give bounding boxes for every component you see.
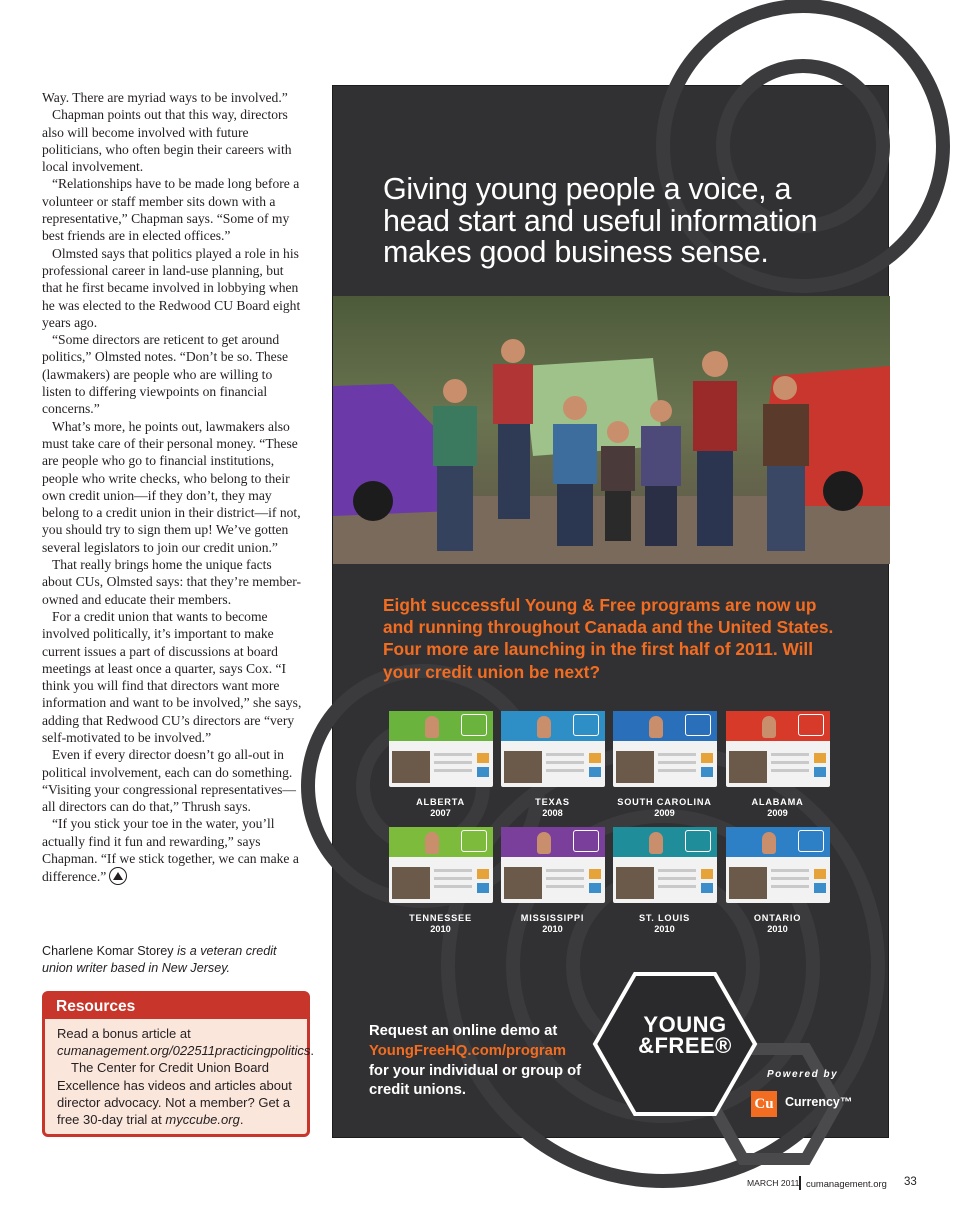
thumbnail-text-line <box>771 877 809 880</box>
resources-text: The Center for Credit Union Board Excellence has videos and articles about director advocacy. Not a member? Get a free 30-day trial at <box>57 1060 292 1128</box>
program-website-thumbnail <box>389 711 493 787</box>
young-free-advertisement <box>332 85 889 1138</box>
program-name: TEXAS <box>535 797 570 807</box>
thumbnail-tile <box>477 883 489 893</box>
thumbnail-text-line <box>434 869 472 872</box>
thumbnail-tile <box>814 869 826 879</box>
article-last-paragraph <box>42 815 304 885</box>
thumbnail-text-line <box>658 761 696 764</box>
program-year: 2010 <box>654 923 675 934</box>
thumbnail-tile <box>814 753 826 763</box>
thumbnail-photo <box>729 751 767 783</box>
program-year: 2010 <box>430 923 451 934</box>
powered-by-label: Powered by <box>767 1069 839 1080</box>
myccube-link[interactable]: myccube.org <box>165 1112 240 1128</box>
thumbnail-tile <box>701 753 713 763</box>
thumbnail-text-line <box>658 869 696 872</box>
young-free-badge-icon <box>685 714 711 736</box>
thumbnail-tile <box>589 753 601 763</box>
program-url-link[interactable]: YoungFreeHQ.com/program <box>369 1042 567 1059</box>
thumbnail-tile <box>814 883 826 893</box>
thumbnail-tile <box>589 869 601 879</box>
thumbnail-tile <box>589 767 601 777</box>
young-free-badge-icon <box>798 714 824 736</box>
thumbnail-tile <box>814 767 826 777</box>
cta-text: for your individual or group of credit unions. <box>369 1062 582 1099</box>
thumbnail-text-line <box>771 885 809 888</box>
thumbnail-tile <box>701 883 713 893</box>
footer-divider <box>799 1176 801 1190</box>
thumbnail-tile <box>477 767 489 777</box>
article-paragraph: That really brings home the unique facts about CUs, Olmsted says: that they’re member-owned and educate their members. <box>42 557 302 607</box>
thumbnail-portrait <box>425 832 439 854</box>
thumbnail-portrait <box>425 716 439 738</box>
program-website-thumbnail <box>613 711 717 787</box>
thumbnail-text-line <box>658 753 696 756</box>
resources-text: . <box>310 1043 315 1059</box>
resources-line <box>57 1059 297 1128</box>
thumbnail-text-line <box>546 769 584 772</box>
thumbnail-text-line <box>546 753 584 756</box>
program-card <box>611 711 718 818</box>
thumbnail-text-line <box>546 885 584 888</box>
resources-title: Resources <box>45 994 307 1019</box>
thumbnail-portrait <box>649 716 663 738</box>
program-year: 2010 <box>767 923 788 934</box>
program-website-thumbnail <box>613 827 717 903</box>
thumbnail-text-line <box>658 885 696 888</box>
young-free-badge-icon <box>461 714 487 736</box>
program-card <box>387 711 494 818</box>
thumbnail-text-line <box>434 761 472 764</box>
article-paragraph: Way. There are myriad ways to be involved.” <box>42 90 288 105</box>
thumbnail-text-line <box>434 753 472 756</box>
ad-headline: Giving young people a voice, a head start and useful information makes good business sense. <box>383 172 818 269</box>
young-free-badge-icon <box>461 830 487 852</box>
cu-triangle-end-mark-icon <box>109 867 127 885</box>
thumbnail-portrait <box>762 832 776 854</box>
article-paragraph: What’s more, he points out, lawmakers also must take care of their personal money. “These are people who go to financial institutions, people who write checks, who belong to their own credit union—if they don’t, they may belong to a credit union in their district—if not, you should try to sign them up! We’ve gotten several legislators to join our credit union.” <box>42 418 301 555</box>
thumbnail-photo <box>504 867 542 899</box>
thumbnail-tile <box>477 869 489 879</box>
program-name: ALBERTA <box>416 797 465 807</box>
thumbnail-text-line <box>658 877 696 880</box>
young-free-logo-block <box>601 974 890 1139</box>
author-name: Charlene Komar Storey <box>42 944 174 958</box>
ad-pitch: Eight successful Young & Free programs are now up and running throughout Canada and the United States. Four more are launching in the first half of 2011. Will your credit union be next? <box>383 595 834 682</box>
thumbnail-text-line <box>658 769 696 772</box>
thumbnail-text-line <box>546 877 584 880</box>
thumbnail-text-line <box>434 885 472 888</box>
author-description: is a veteran credit union writer based in New Jersey. <box>42 944 277 975</box>
resources-box <box>42 991 315 1137</box>
thumbnail-tile <box>477 753 489 763</box>
program-year: 2009 <box>767 807 788 818</box>
young-free-badge-icon <box>685 830 711 852</box>
page-number: 33 <box>904 1176 917 1188</box>
thumbnail-photo <box>616 867 654 899</box>
program-card <box>724 827 831 934</box>
program-name: SOUTH CAROLINA <box>617 797 712 807</box>
young-free-badge-icon <box>573 714 599 736</box>
thumbnail-text-line <box>434 769 472 772</box>
resources-line <box>57 1025 315 1059</box>
thumbnail-photo <box>504 751 542 783</box>
thumbnail-text-line <box>771 769 809 772</box>
young-free-badge-icon <box>573 830 599 852</box>
author-bio <box>42 943 304 977</box>
program-year: 2009 <box>654 807 675 818</box>
program-name: ST. LOUIS <box>638 913 691 923</box>
thumbnail-photo <box>616 751 654 783</box>
program-website-thumbnail <box>726 711 830 787</box>
thumbnail-portrait <box>537 832 551 854</box>
program-website-thumbnail <box>726 827 830 903</box>
thumbnail-text-line <box>546 761 584 764</box>
article-paragraph: For a credit union that wants to become involved politically, it’s important to make current issues a part of discussions at board meetings at least once a quarter, says Cox. “I think you will find that directors want more information and want to be involved,” she says, adding that Redwood CU’s directors are “very self-motivated to be involved.” <box>42 608 302 745</box>
thumbnail-photo <box>392 867 430 899</box>
thumbnail-text-line <box>771 869 809 872</box>
program-grid <box>333 711 890 941</box>
resources-text: . <box>239 1112 244 1128</box>
program-website-thumbnail <box>501 711 605 787</box>
resources-body <box>45 1019 315 1128</box>
logo-line: YOUNG <box>643 1012 727 1037</box>
article-column <box>42 89 304 886</box>
program-card <box>387 827 494 934</box>
article-paragraph: “Relationships have to be made long before a volunteer or staff member sits down with a representative,” Chapman says. “Some of my best friends are in elected offices.” <box>42 176 300 244</box>
young-free-badge-icon <box>798 830 824 852</box>
thumbnail-tile <box>701 869 713 879</box>
site-name: cumanagement.org <box>806 1178 887 1189</box>
program-year: 2008 <box>542 807 563 818</box>
page-footer <box>747 1176 927 1192</box>
program-card <box>499 711 606 818</box>
article-paragraph: Olmsted says that politics played a role in his professional career in land-use planning, but that he first became involved in lobbying when he was elected to the Redwood CU Board eight years ago. <box>42 245 301 330</box>
thumbnail-portrait <box>762 716 776 738</box>
logo-line: &FREE® <box>638 1033 732 1058</box>
program-name: ALABAMA <box>751 797 804 807</box>
group-photo <box>333 296 890 564</box>
thumbnail-text-line <box>771 753 809 756</box>
issue-date: MARCH 2011 <box>747 1178 800 1188</box>
article-paragraph-text: “If you stick your toe in the water, you’ll actually find it fun and rewarding,” says Chapman. “If we stick together, we can make a difference.” <box>42 816 299 885</box>
thumbnail-portrait <box>649 832 663 854</box>
resources-text: Read a bonus article at <box>57 1026 191 1041</box>
program-card <box>611 827 718 934</box>
young-free-logo <box>625 1014 745 1056</box>
currency-cu-logo-icon: Cu <box>751 1091 777 1117</box>
currency-brand: Currency™ <box>785 1095 853 1109</box>
thumbnail-text-line <box>546 869 584 872</box>
thumbnail-photo <box>729 867 767 899</box>
program-year: 2010 <box>542 923 563 934</box>
article-paragraph: Chapman points out that this way, directors also will become involved with future politicians, who often begin their careers with local involvement. <box>42 107 292 175</box>
program-card <box>724 711 831 818</box>
thumbnail-text-line <box>434 877 472 880</box>
program-website-thumbnail <box>501 827 605 903</box>
article-paragraph: Even if every director doesn’t go all-out in political involvement, each can do something. “Visiting your congressional representatives—all directors can do that,” Thrush says. <box>42 747 296 815</box>
bonus-article-link[interactable]: cumanagement.org/022511practicingpolitics <box>57 1043 311 1059</box>
demo-request <box>369 1022 599 1101</box>
program-name: ONTARIO <box>753 913 802 923</box>
thumbnail-text-line <box>771 761 809 764</box>
thumbnail-tile <box>589 883 601 893</box>
program-website-thumbnail <box>389 827 493 903</box>
program-name: MISSISSIPPI <box>520 913 585 923</box>
program-name: TENNESSEE <box>409 913 472 923</box>
thumbnail-tile <box>701 767 713 777</box>
program-card <box>499 827 606 934</box>
article-paragraph: “Some directors are reticent to get around politics,” Olmsted notes. “Don’t be so. These (lawmakers) are people who are willing to listen to differing viewpoints on financial concerns.” <box>42 332 289 417</box>
thumbnail-photo <box>392 751 430 783</box>
program-year: 2007 <box>430 807 451 818</box>
thumbnail-portrait <box>537 716 551 738</box>
cta-text: Request an online demo at <box>369 1023 558 1039</box>
